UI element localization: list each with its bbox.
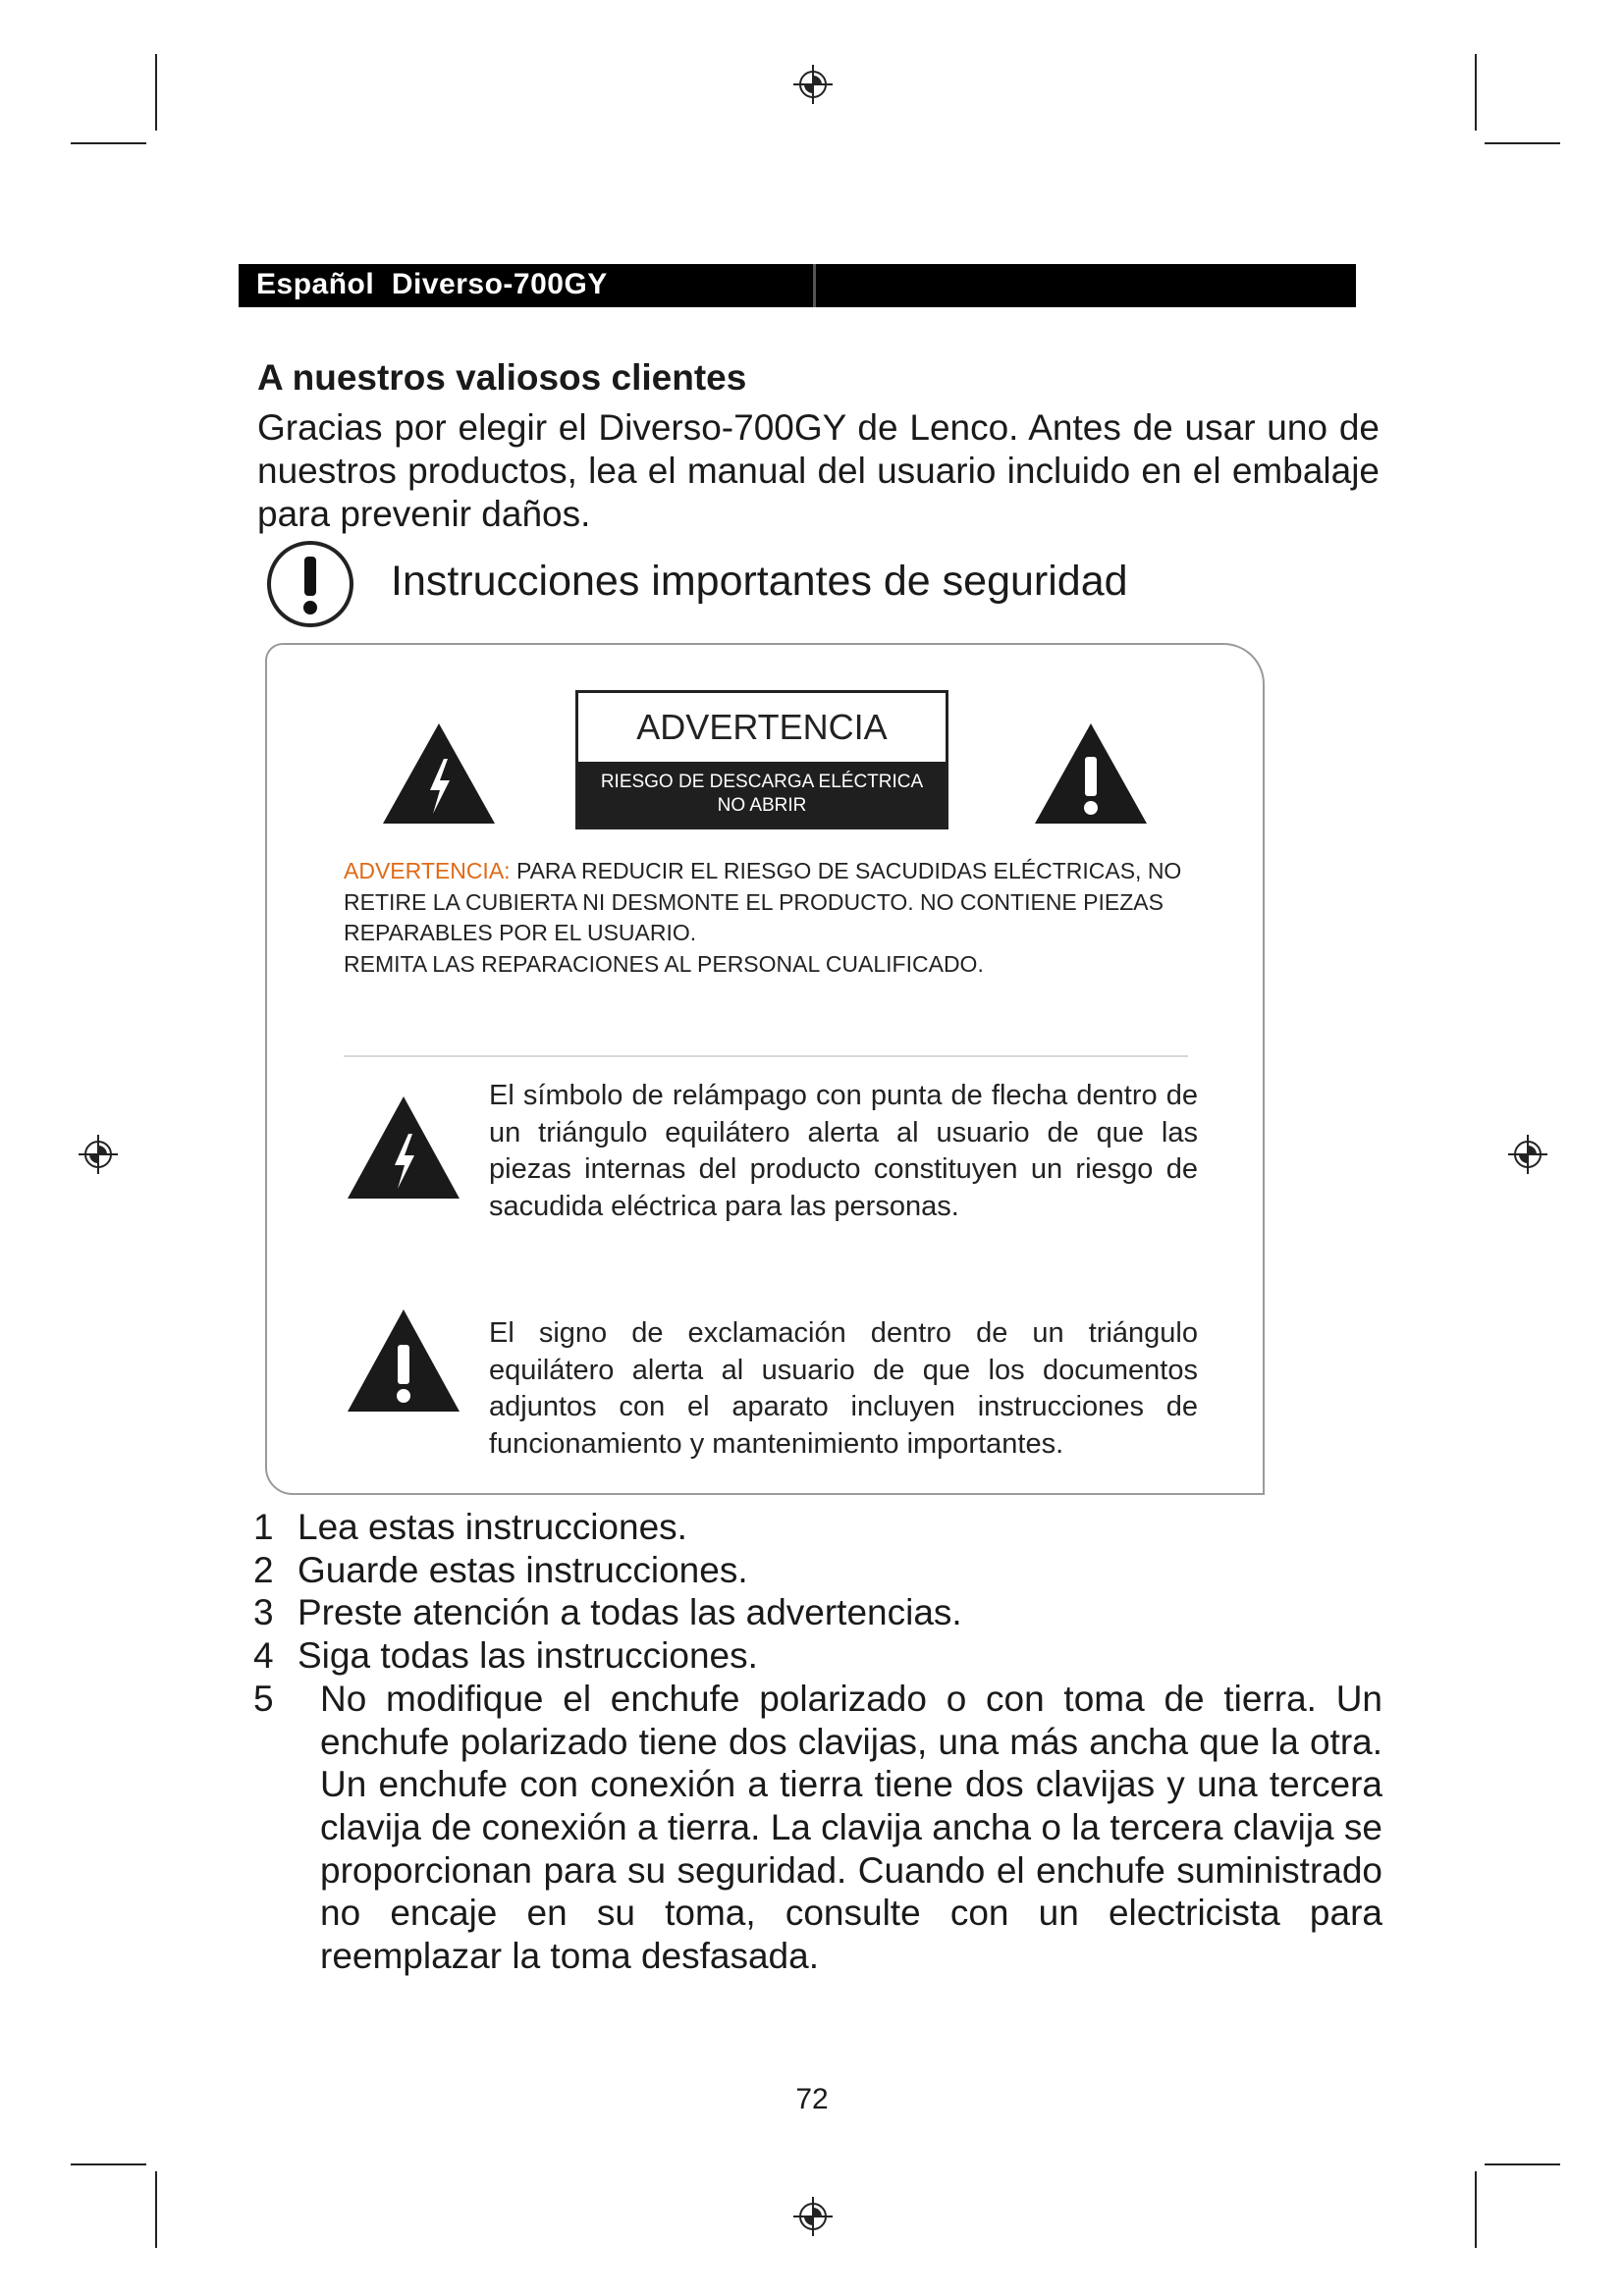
crop-mark — [1475, 2171, 1477, 2248]
list-item: 2 Guarde estas instrucciones. — [253, 1549, 748, 1590]
registration-mark-icon — [77, 1133, 120, 1176]
crop-mark — [1485, 2163, 1560, 2165]
warning-label — [575, 690, 948, 829]
instruction-list — [253, 1506, 1382, 1978]
crop-mark — [71, 142, 146, 144]
crop-mark — [1485, 142, 1560, 144]
header-divider — [813, 264, 816, 307]
greeting-body: Gracias por elegir el Diverso-700GY de Lenco. Antes de usar uno de nuestros productos, lea el manual del usuario incluido en el embalaje para prevenir daños. — [257, 407, 1380, 534]
section-header-bar — [239, 264, 1356, 307]
lightning-symbol-explanation: El símbolo de relámpago con punta de flecha dentro de un triángulo equilátero alerta al usuario de que las piezas internas del producto constituyen un riesgo de sacudida eléctrica para las personas. — [489, 1080, 1198, 1222]
crop-mark — [71, 2163, 146, 2165]
registration-mark-icon — [791, 63, 835, 106]
exclamation-symbol-explanation: El signo de exclamación dentro de un triángulo equilátero alerta al usuario de que los documentos adjuntos con el aparato incluyen instrucciones de funcionamiento y mantenimiento importantes. — [489, 1317, 1198, 1460]
crop-mark — [155, 54, 157, 131]
list-item: 5 No modifique el enchufe polarizado o con toma de tierra. Un enchufe polarizado tiene dos clavijas, una más ancha que la otra. Un enchufe con conexión a tierra tiene dos clavijas y una tercera clavija de conexión a tierra. La clavija ancha o la tercera clavija se proporcionan para su seguridad. Cuando el enchufe suministrado no encaje en su toma, consulte con un electricista para reemplazar la toma desfasada. — [253, 1678, 1382, 1977]
registration-mark-icon — [1506, 1133, 1549, 1176]
list-item: 4 Siga todas las instrucciones. — [253, 1635, 758, 1677]
warning-heading: ADVERTENCIA — [636, 707, 888, 747]
exclamation-warning-icon — [1031, 720, 1151, 828]
page-number: 72 — [795, 2083, 829, 2115]
warning-subtext: RIESGO DE DESCARGA ELÉCTRICA NO ABRIR — [578, 762, 946, 827]
important-notice-icon — [265, 539, 355, 629]
list-item: 3 Preste atención a todas las advertencias. — [253, 1592, 962, 1633]
crop-mark — [1475, 54, 1477, 131]
divider — [344, 1055, 1188, 1057]
electric-shock-warning-icon — [379, 720, 499, 828]
list-item: 1 Lea estas instrucciones. — [253, 1507, 687, 1547]
caution-label: ADVERTENCIA: — [344, 858, 511, 883]
exclamation-warning-icon — [344, 1306, 463, 1415]
caution-text: ADVERTENCIA: PARA REDUCIR EL RIESGO DE SACUDIDAS ELÉCTRICAS, NO RETIRE LA CUBIERTA NI DESMONTE EL PRODUCTO. NO CONTIENE PIEZAS REPARABLES POR EL USUARIO. REMITA LAS REPARACIONES AL PERSONAL CUALIFICADO. — [344, 858, 1182, 977]
electric-shock-warning-icon — [344, 1093, 463, 1202]
crop-mark — [155, 2171, 157, 2248]
safety-title: Instrucciones importantes de seguridad — [391, 558, 1128, 605]
greeting-title: A nuestros valiosos clientes — [257, 357, 747, 398]
header-label: Español Diverso-700GY — [256, 268, 608, 300]
registration-mark-icon — [791, 2195, 835, 2238]
